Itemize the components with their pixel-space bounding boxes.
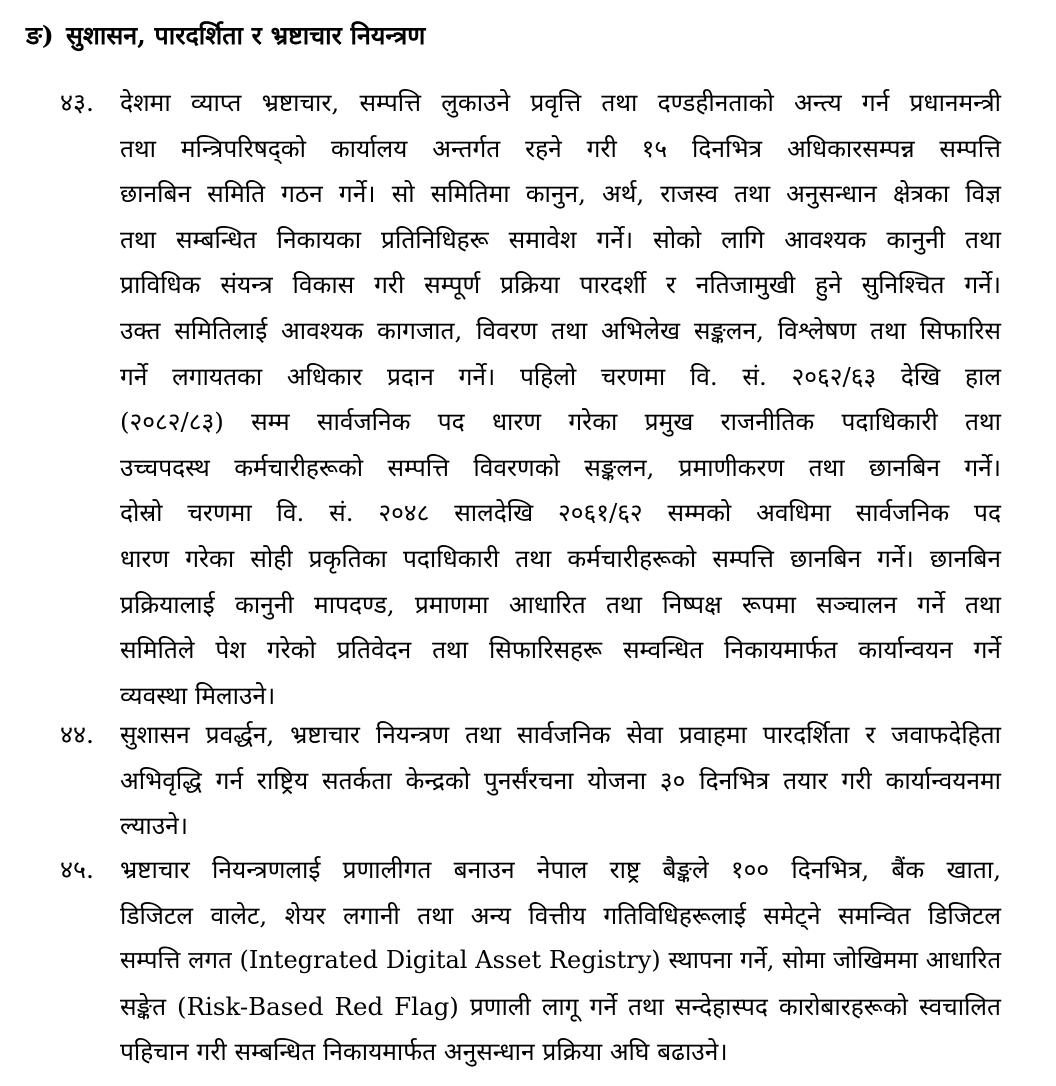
- section-heading: [26, 18, 425, 54]
- item-line: पहिचान गरी सम्बन्धित निकायमार्फत अनुसन्धान प्रक्रिया अघि बढाउने।: [120, 1037, 728, 1067]
- section-title: सुशासन, पारदर्शिता र भ्रष्टाचार नियन्त्रण: [66, 21, 426, 50]
- item-line: अभिवृद्धि गर्न राष्ट्रिय सतर्कता केन्द्रको पुनर्संरचना योजना ३० दिनभित्र तयार गरी कार्यान्वयनमा: [120, 765, 1001, 795]
- item-line: प्राविधिक संयन्त्र विकास गरी सम्पूर्ण प्रक्रिया पारदर्शी र नतिजामुखी हुने सुनिश्चित गर्ने।: [120, 270, 1001, 300]
- item-body: [120, 80, 1001, 718]
- item-line: समितिले पेश गरेको प्रतिवेदन तथा सिफारिसहरू सम्वन्धित निकायमार्फत कार्यान्वयन गर्ने: [120, 635, 1001, 665]
- item-line: छानबिन समिति गठन गर्ने। सो समितिमा कानुन, अर्थ, राजस्व तथा अनुसन्धान क्षेत्रका विज्ञ: [120, 179, 1001, 209]
- item-line: (२०८२/८३) सम्म सार्वजनिक पद धारण गरेका प्रमुख राजनीतिक पदाधिकारी तथा: [120, 407, 1001, 437]
- item-line: दोस्रो चरणमा वि. सं. २०४८ सालदेखि २०६१/६२ सम्मको अवधिमा सार्वजनिक पद: [120, 498, 1001, 528]
- item-line: सङ्केत (Risk-Based Red Flag) प्रणाली लागू गर्ने तथा सन्देहास्पद कारोबारहरूको स्वचालित: [120, 991, 1001, 1021]
- item-number: ४४.: [60, 720, 94, 749]
- item-number: ४३.: [60, 88, 94, 117]
- item-body: [120, 712, 1001, 849]
- item-line: ल्याउने।: [120, 811, 189, 841]
- item-body: [120, 847, 1001, 1075]
- item-line: सम्पत्ति लगत (Integrated Digital Asset Registry) स्थापना गर्ने, सोमा जोखिममा आधारित: [120, 946, 1001, 975]
- item-line: उच्चपदस्थ कर्मचारीहरूको सम्पत्ति विवरणको सङ्कलन, प्रमाणीकरण तथा छानबिन गर्ने।: [120, 452, 1001, 482]
- item-number: ४५.: [60, 855, 94, 884]
- item-line: डिजिटल वालेट, शेयर लगानी तथा अन्य वित्तीय गतिविधिहरूलाई समेट्ने समन्वित डिजिटल: [120, 900, 1001, 930]
- item-line: गर्ने लगायतका अधिकार प्रदान गर्ने। पहिलो चरणमा वि. सं. २०६२/६३ देखि हाल: [120, 361, 1001, 391]
- item-line: देशमा व्याप्त भ्रष्टाचार, सम्पत्ति लुकाउने प्रवृत्ति तथा दण्डहीनताको अन्त्य गर्न प्रधानमन्त्री: [120, 88, 1001, 117]
- item-line: भ्रष्टाचार नियन्त्रणलाई प्रणालीगत बनाउन नेपाल राष्ट्र बैङ्कले १०० दिनभित्र, बैंक खाता,: [120, 855, 1001, 884]
- section-marker: ङ): [26, 21, 54, 50]
- item-line: तथा मन्त्रिपरिषद्को कार्यालय अन्तर्गत रहने गरी १५ दिनभित्र अधिकारसम्पन्न सम्पत्ति: [120, 133, 1001, 163]
- item-line: उक्त समितिलाई आवश्यक कागजात, विवरण तथा अभिलेख सङ्कलन, विश्लेषण तथा सिफारिस: [120, 315, 1001, 345]
- item-line: धारण गरेका सोही प्रकृतिका पदाधिकारी तथा कर्मचारीहरूको सम्पत्ति छानबिन गर्ने। छानबिन: [120, 543, 1001, 573]
- item-line: सुशासन प्रवर्द्धन, भ्रष्टाचार नियन्त्रण तथा सार्वजनिक सेवा प्रवाहमा पारदर्शिता र जवाफदेहिता: [120, 720, 1001, 749]
- item-line: व्यवस्था मिलाउने।: [120, 680, 276, 710]
- item-line: तथा सम्बन्धित निकायका प्रतिनिधिहरू समावेश गर्ने। सोको लागि आवश्यक कानुनी तथा: [120, 224, 1001, 254]
- item-line: प्रक्रियालाई कानुनी मापदण्ड, प्रमाणमा आधारित तथा निष्पक्ष रूपमा सञ्चालन गर्ने तथा: [120, 589, 1001, 619]
